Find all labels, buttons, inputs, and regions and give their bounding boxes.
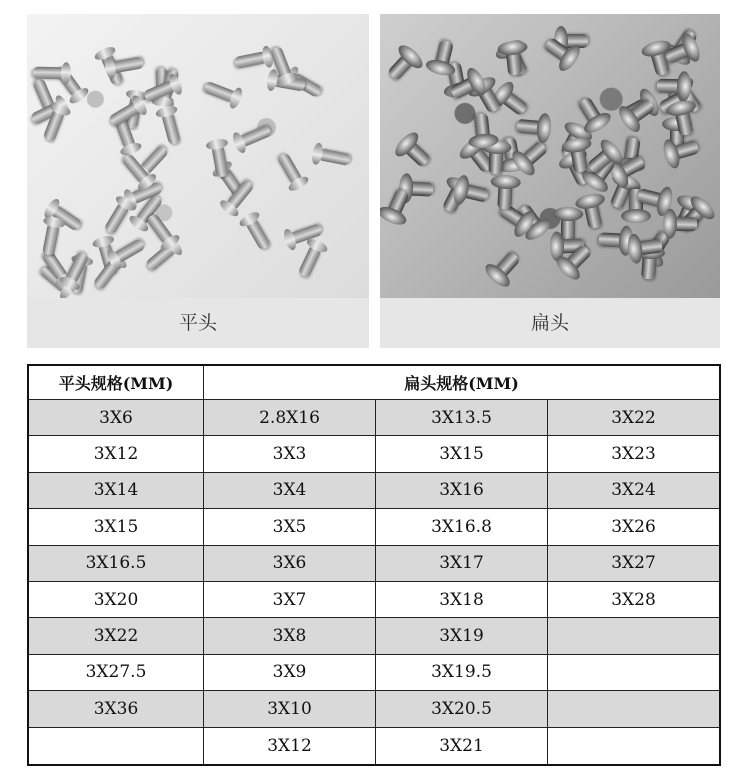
rivet-shape xyxy=(110,56,144,73)
rivet-shape xyxy=(407,181,434,196)
rivet-shape xyxy=(245,217,271,251)
rivet-shape xyxy=(671,217,697,231)
rivet-shape xyxy=(103,201,130,235)
rivet-spec-table xyxy=(27,364,721,766)
flat-spec-cell: 3X12 xyxy=(29,436,204,472)
rivet-shape xyxy=(642,253,658,280)
oval-spec-cell-col2: 3X15 xyxy=(376,436,548,472)
rivet-shape xyxy=(42,223,60,257)
flat-spec-cell: 3X20 xyxy=(29,582,204,618)
rivet-shape xyxy=(161,111,181,145)
rivet-shape xyxy=(434,40,454,69)
oval-spec-cell-col2: 3X19 xyxy=(376,618,548,654)
oval-spec-cell-col2: 3X17 xyxy=(376,546,548,582)
flat-spec-cell xyxy=(29,728,204,764)
rivet-shape xyxy=(489,148,504,174)
oval-spec-cell-col3: 3X22 xyxy=(548,400,719,436)
oval-spec-cell-col1: 3X12 xyxy=(204,728,376,764)
rivet-shape xyxy=(238,125,272,149)
rivet-shape xyxy=(203,81,237,104)
oval-spec-cell-col3 xyxy=(548,691,719,727)
oval-spec-cell-col1: 3X5 xyxy=(204,509,376,545)
oval-spec-cell-col1: 2.8X16 xyxy=(204,400,376,436)
oval-spec-cell-col1: 3X3 xyxy=(204,436,376,472)
rivet-shape xyxy=(497,183,512,210)
oval-spec-cell-col1: 3X7 xyxy=(204,582,376,618)
oval-spec-cell-col2: 3X19.5 xyxy=(376,655,548,691)
flat-spec-cell: 3X36 xyxy=(29,691,204,727)
oval-spec-cell-col2: 3X18 xyxy=(376,582,548,618)
rivet-shape xyxy=(387,52,415,81)
rivet-shape xyxy=(516,119,543,135)
rivet-shape xyxy=(657,78,683,92)
oval-spec-cell-col3: 3X23 xyxy=(548,436,719,472)
flat-head-spec-header: 平头规格(MM) xyxy=(29,366,204,400)
rivet-shape xyxy=(599,232,626,247)
rivet-shape xyxy=(403,140,432,168)
oval-spec-cell-col3: 3X28 xyxy=(548,582,719,618)
oval-spec-cell-col3 xyxy=(548,618,719,654)
rivet-shape xyxy=(276,152,302,186)
oval-spec-cell-col2: 3X16 xyxy=(376,473,548,509)
rivet-shape xyxy=(577,97,603,126)
rivet-shape xyxy=(112,238,146,264)
oval-spec-cell-col3: 3X24 xyxy=(548,473,719,509)
oval-spec-cell-col3: 3X26 xyxy=(548,509,719,545)
rivet-shape xyxy=(386,189,409,218)
rivet-shape xyxy=(298,244,322,278)
oval-head-rivets-photo xyxy=(380,14,720,298)
rivet-shape xyxy=(461,183,489,202)
flat-head-caption: 平头 xyxy=(178,312,217,334)
flat-spec-cell: 3X16.5 xyxy=(29,546,204,582)
flat-spec-cell: 3X15 xyxy=(29,509,204,545)
flat-spec-cell: 3X6 xyxy=(29,400,204,436)
rivet-shape xyxy=(317,148,351,166)
oval-spec-cell-col1: 3X10 xyxy=(204,691,376,727)
rivet-shape xyxy=(474,113,491,140)
oval-spec-cell-col1: 3X4 xyxy=(204,473,376,509)
flat-head-rivets-photo xyxy=(27,14,369,298)
oval-spec-cell-col1: 3X8 xyxy=(204,618,376,654)
flat-spec-cell: 3X27.5 xyxy=(29,655,204,691)
oval-spec-cell-col3 xyxy=(548,728,719,764)
oval-head-spec-header: 扁头规格(MM) xyxy=(204,366,719,400)
rivet-shape xyxy=(234,51,268,69)
flat-spec-cell: 3X22 xyxy=(29,618,204,654)
oval-head-caption: 扁头 xyxy=(530,312,569,334)
oval-spec-cell-col3: 3X27 xyxy=(548,546,719,582)
rivet-shape xyxy=(635,238,663,255)
oval-head-card xyxy=(380,14,720,348)
oval-spec-cell-col2: 3X21 xyxy=(376,728,548,764)
rivet-shape xyxy=(145,213,174,246)
flat-head-card xyxy=(27,14,369,348)
oval-spec-cell-col1: 3X9 xyxy=(204,655,376,691)
rivet-shape xyxy=(519,140,548,168)
rivet-shape xyxy=(32,66,64,79)
oval-spec-cell-col2: 3X16.8 xyxy=(376,509,548,545)
rivet-shape xyxy=(583,201,602,229)
oval-spec-cell-col2: 3X13.5 xyxy=(376,400,548,436)
rivet-shape xyxy=(493,251,521,280)
oval-spec-cell-col3 xyxy=(548,655,719,691)
rivet-shape xyxy=(500,90,529,117)
flat-spec-cell: 3X14 xyxy=(29,473,204,509)
oval-spec-cell-col1: 3X6 xyxy=(204,546,376,582)
rivet-shape xyxy=(505,48,522,75)
oval-spec-cell-col2: 3X20.5 xyxy=(376,691,548,727)
